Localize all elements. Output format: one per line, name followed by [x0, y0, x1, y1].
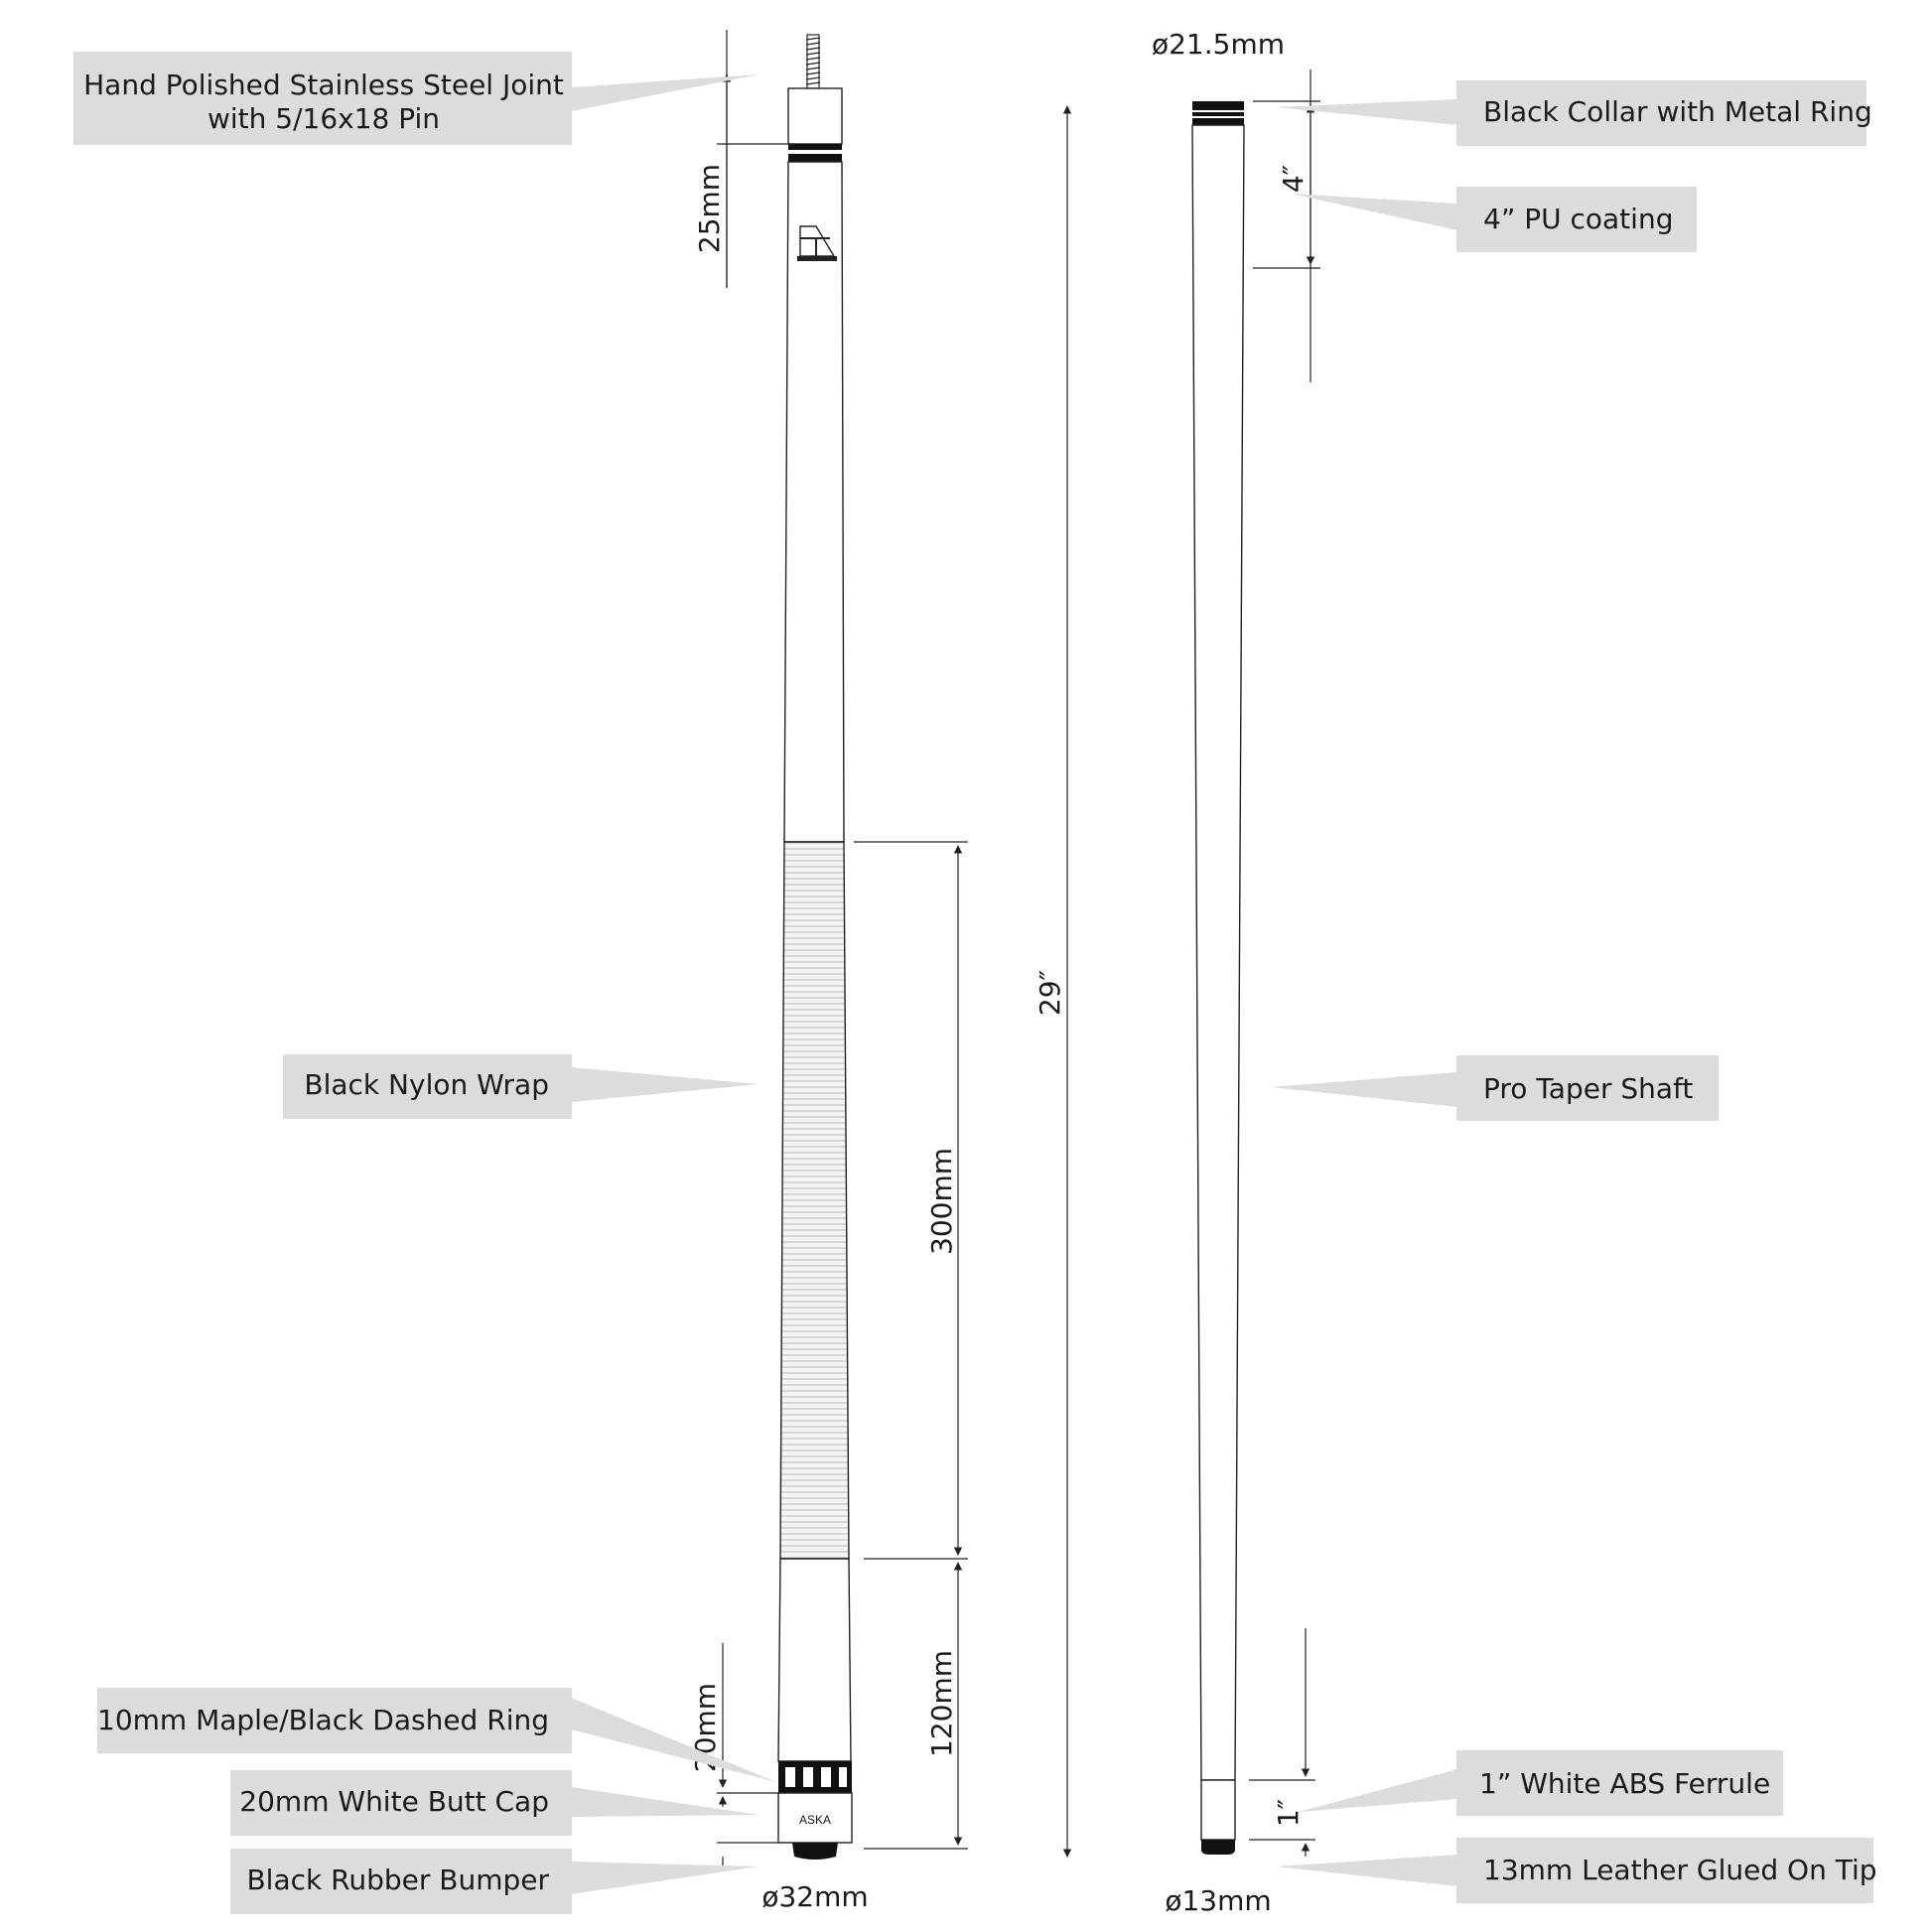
dim-ring-length: 20mm	[689, 1682, 722, 1773]
dim-wrap-length: 300mm	[925, 1148, 958, 1255]
lower-sleeve	[778, 1559, 851, 1761]
callout-nylon-wrap-text: Black Nylon Wrap	[304, 1068, 549, 1101]
callout-tip	[1276, 1838, 1877, 1903]
callout-dashed-ring-text: 10mm Maple/Black Dashed Ring	[97, 1704, 549, 1736]
dim-joint-length: 25mm	[693, 163, 726, 254]
callout-joint-line1: Hand Polished Stainless Steel Joint	[83, 69, 564, 101]
dashed-ring	[778, 1761, 852, 1793]
callout-taper	[1271, 1055, 1719, 1121]
ferrule	[1201, 1780, 1235, 1840]
callout-joint	[73, 52, 759, 145]
joint-black-ring-2	[788, 154, 842, 162]
joint-black-ring	[788, 144, 842, 150]
joint-collar	[788, 88, 842, 144]
callout-ferrule	[1299, 1750, 1783, 1816]
dim-ferrule-length: 1″	[1272, 1798, 1305, 1828]
dim-tip-diameter: ø13mm	[1165, 1884, 1272, 1917]
callout-bumper-text: Black Rubber Bumper	[246, 1863, 549, 1896]
callout-collar-text: Black Collar with Metal Ring	[1483, 95, 1872, 128]
callout-butt-cap-text: 20mm White Butt Cap	[239, 1785, 549, 1818]
callout-collar	[1276, 80, 1872, 146]
callout-ferrule-text: 1” White ABS Ferrule	[1479, 1767, 1771, 1800]
dim-lower-length: 120mm	[925, 1650, 958, 1757]
callout-joint-line2: with 5/16x18 Pin	[207, 102, 441, 135]
callout-bumper	[230, 1849, 759, 1914]
butt-section	[778, 35, 852, 1860]
dim-coating-length: 4″	[1277, 164, 1310, 194]
callout-tip-text: 13mm Leather Glued On Tip	[1483, 1854, 1877, 1886]
brand-label: ASKA	[798, 1813, 832, 1827]
nylon-wrap	[780, 842, 849, 1559]
callout-pu-coating	[1291, 187, 1697, 252]
dim-shaft-top-diameter: ø21.5mm	[1151, 28, 1286, 61]
leather-tip	[1201, 1840, 1235, 1855]
callout-dashed-ring	[97, 1688, 776, 1782]
shaft-body	[1192, 125, 1244, 1780]
callout-pu-coating-text: 4” PU coating	[1483, 203, 1674, 235]
callout-nylon-wrap	[283, 1054, 759, 1119]
rubber-bumper	[792, 1843, 838, 1860]
dim-butt-diameter: ø32mm	[761, 1880, 869, 1913]
forearm	[784, 162, 844, 842]
shaft-section	[1192, 101, 1244, 1855]
callout-taper-text: Pro Taper Shaft	[1483, 1072, 1694, 1105]
dim-total-length: 29″	[1034, 969, 1066, 1017]
shaft-collar	[1192, 101, 1244, 125]
callout-butt-cap	[230, 1770, 759, 1836]
joint-pin	[806, 35, 820, 88]
